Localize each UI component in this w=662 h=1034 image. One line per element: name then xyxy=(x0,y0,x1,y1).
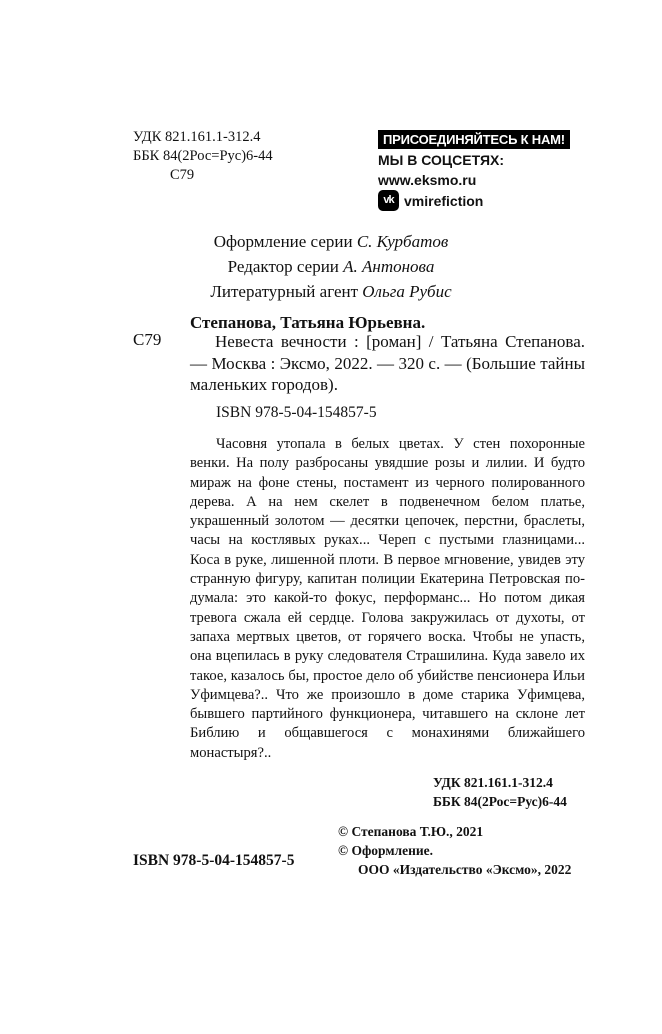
credit-series-editor xyxy=(0,255,662,279)
website-link[interactable]: www.eksmo.ru xyxy=(378,172,477,188)
catalog-number: С79 xyxy=(133,330,162,349)
bibliographic-description: Невеста вечности : [роман] / Татьяна Степанова. — Москва : Эксмо, 2022. — 320 с. — (Большие тайны маленьких городов). xyxy=(190,332,585,394)
annotation: Часовня утопала в белых цветах. У стен похоронные венки. На полу разбросаны увядшие розы и лилии. И будто мираж на фоне стены, постамент из черного полированного дерева. А на нем скелет в подвенечном белом платье, украшенный золотом — десятки цепочек, перстни, браслеты, часы на костлявых руках... Череп с пустыми глазницами... Коса в руке, лишенной плоти. В первое мгновение, увидев эту странную фигуру, капитан полиции Екатерина Петровская подумала: это какой-то фокус, перформанс... Но потом дикая тревога сжала ей сердце. Голова закружилась от духоты, от запаха мертвых цветов, от горячего воска. Чтобы не упасть, она вцепилась в руку следователя Страшилина. Куда завело их такое, казалось бы, простое дело об убийстве пенсионера Ильи Уфимцева?.. Что же произошло в доме старика Уфимцева, бывшего партийного функционера, читавшего на склоне лет Библию и общавшегося с монахинями ближайшего монастыря?.. xyxy=(190,436,585,761)
credit-literary-agent xyxy=(0,280,662,304)
udk-code: УДК 821.161.1-312.4 xyxy=(133,129,261,145)
join-us-banner: ПРИСОЕДИНЯЙТЕСЬ К НАМ! xyxy=(378,130,570,149)
author-heading: Степанова, Татьяна Юрьевна. xyxy=(190,313,426,332)
catalog-codes xyxy=(133,128,273,185)
credit-name: А. Антонова xyxy=(343,257,435,276)
vk-link[interactable] xyxy=(378,190,483,211)
credit-name: Ольга Рубис xyxy=(362,282,452,301)
credit-role: Оформление серии xyxy=(213,232,353,251)
copyright-block xyxy=(338,822,571,879)
vk-icon: vk xyxy=(378,190,399,211)
credit-role: Литературный агент xyxy=(210,282,359,301)
copyright-author: © Степанова Т.Ю., 2021 xyxy=(338,824,484,839)
footer-bbk: ББК 84(2Рос=Рус)6-44 xyxy=(433,794,567,809)
bbk-code: ББК 84(2Рос=Рус)6-44 xyxy=(133,148,273,164)
social-heading: МЫ В СОЦСЕТЯХ: xyxy=(378,152,505,168)
author-sign-code: С79 xyxy=(170,167,195,183)
credit-name: С. Курбатов xyxy=(356,232,449,251)
credit-role: Редактор серии xyxy=(227,257,339,276)
copyright-design: © Оформление. xyxy=(338,843,434,858)
footer-udk: УДК 821.161.1-312.4 xyxy=(433,775,553,790)
vk-handle: vmirefiction xyxy=(404,192,484,209)
copyright-publisher: ООО «Издательство «Эксмо», 2022 xyxy=(358,862,572,877)
footer-codes xyxy=(433,773,567,811)
isbn: ISBN 978-5-04-154857-5 xyxy=(216,404,377,421)
credit-series-design xyxy=(0,230,662,254)
footer-isbn: ISBN 978-5-04-154857-5 xyxy=(133,852,295,869)
